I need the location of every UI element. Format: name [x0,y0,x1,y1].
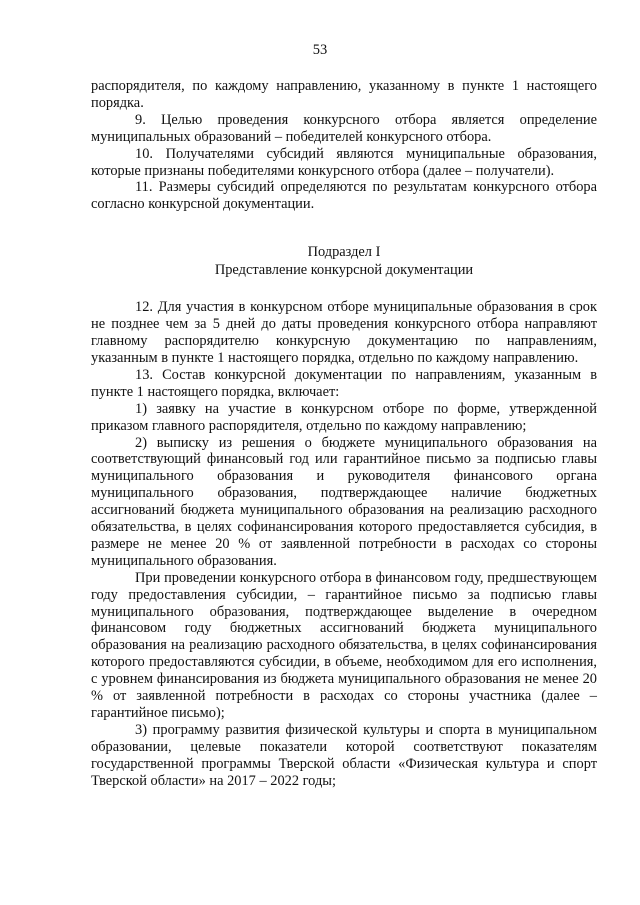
section-subtitle: Представление конкурсной документации [214,262,474,279]
page-number: 53 [312,42,328,58]
paragraph-item-9: 9. Целью проведения конкурсного отбора является определение муниципальных образований – победителей конкурсного отбора. [91,111,597,145]
paragraph-item-10: 10. Получателями субсидий являются муниципальные образования, которые признаны победителями конкурсного отбора (далее – получатели). [91,145,597,179]
list-item-1: 1) заявку на участие в конкурсном отборе по форме, утвержденной приказом главного распорядителя, отдельно по каждому направлению; [91,400,597,434]
paragraph-item-13: 13. Состав конкурсной документации по направлениям, указанным в пункте 1 настоящего порядка, включает: [91,366,597,400]
paragraph-continuation: распорядителя, по каждому направлению, указанному в пункте 1 настоящего порядка. [91,78,597,111]
paragraph-item-11: 11. Размеры субсидий определяются по результатам конкурсного отбора согласно конкурсной документации. [91,179,597,213]
paragraph-item-12: 12. Для участия в конкурсном отборе муниципальные образования в срок не позднее чем за 5 дней до даты проведения конкурсного отбора направляют главному распорядителю конкурсную документацию по направлениям, указанным в пункте 1 настоящего порядка, отдельно по каждому направлению. [91,299,597,366]
paragraph-guarantee-letter: При проведении конкурсного отбора в финансовом году, предшествующем году предоставления субсидии, – гарантийное письмо за подписью главы муниципального образования, подтверждающее выделение в очередном финансовом году бюджетных ассигнований бюджета муниципального образования на реализацию расходного обязательства, в целях софинансирования которого предоставляются субсидии, в объеме, необходимом для его исполнения, с уровнем финансирования из бюджета муниципального образования не менее 20 % от заявленной потребности в расходах со стороны участника (далее – гарантийное письмо); [91,569,597,721]
list-item-3: 3) программу развития физической культуры и спорта в муниципальном образовании, целевые показатели которой соответствуют показателям государственной программы Тверской области «Физическая культура и спорт Тверской области» на 2017 – 2022 годы; [91,721,597,789]
section-heading [91,243,597,279]
document-body [91,78,597,790]
section-title: Подраздел I [307,244,381,261]
list-item-2: 2) выписку из решения о бюджете муниципального образования на соответствующий финансовый год или гарантийное письмо за подписью главы муниципального образования и руководителя финансового органа муниципального образования, подтверждающее наличие бюджетных ассигнований бюджета муниципального образования на реализацию расходного обязательства, в целях софинансирования которого предоставляется субсидия, в размере не менее 20 % от заявленной потребности в расходах со стороны муниципального образования. [91,434,597,569]
